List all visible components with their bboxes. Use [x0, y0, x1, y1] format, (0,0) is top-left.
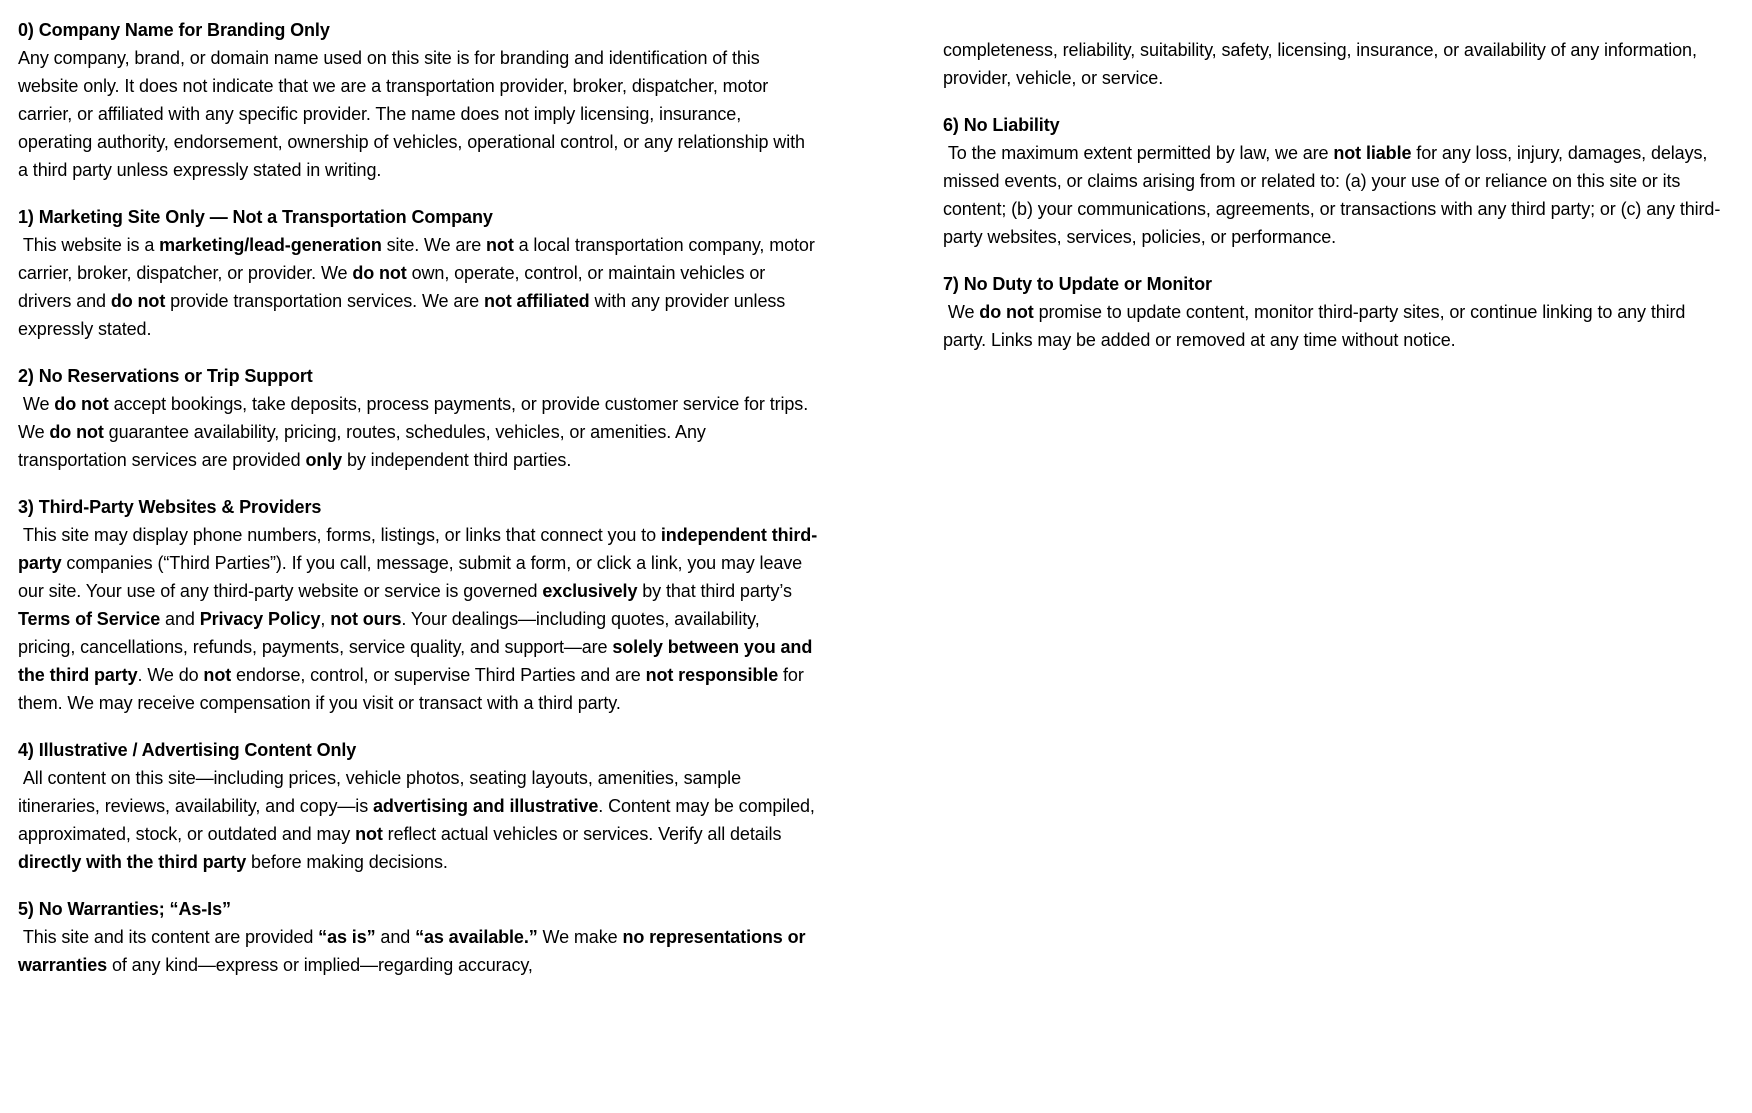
- section-body: To the maximum extent permitted by law, we are not liable for any loss, injury, damages, delays, missed events, or claims arising from or related to: (a) your use of or reliance on this site or its content; (b) your communications, agreements, or transactions with any third party; or (c) any third-party websites, services, policies, or performance.: [943, 143, 1721, 247]
- column-left: [18, 16, 818, 998]
- section-heading: 2) No Reservations or Trip Support: [18, 366, 313, 386]
- section-body: Any company, brand, or domain name used on this site is for branding and identification of this website only. It does not indicate that we are a transportation provider, broker, dispatcher, motor carrier, or affiliated with any specific provider. The name does not imply licensing, insurance, operating authority, endorsement, ownership of vehicles, operational control, or any relationship with a third party unless expressly stated in writing.: [18, 48, 810, 180]
- section-heading: 5) No Warranties; “As-Is”: [18, 899, 231, 919]
- section-heading: 7) No Duty to Update or Monitor: [943, 274, 1212, 294]
- section-body: All content on this site—including prices, vehicle photos, seating layouts, amenities, sample itineraries, reviews, availability, and copy—is advertising and illustrative. Content may be compiled, approximated, stock, or outdated and may not reflect actual vehicles or services. Verify all details directly with the third party before making decisions.: [18, 768, 820, 872]
- section: [18, 16, 818, 184]
- section-body: We do not accept bookings, take deposits, process payments, or provide customer service for trips. We do not guarantee availability, pricing, routes, schedules, vehicles, or amenities. Any transportation services are provided only by independent third parties.: [18, 394, 814, 470]
- section: [18, 895, 818, 979]
- section-heading: 6) No Liability: [943, 115, 1060, 135]
- section: [943, 111, 1729, 251]
- section-heading: 4) Illustrative / Advertising Content Only: [18, 740, 357, 760]
- section-body: This site and its content are provided “as is” and “as available.” We make no representations or warranties of any kind—express or implied—regarding accuracy,: [18, 927, 811, 975]
- section-body: completeness, reliability, suitability, safety, licensing, insurance, or availability of any information, provider, vehicle, or service.: [943, 40, 1702, 88]
- section-heading: 1) Marketing Site Only — Not a Transportation Company: [18, 207, 493, 227]
- section: [18, 362, 818, 474]
- section-body: This site may display phone numbers, forms, listings, or links that connect you to independent third-party companies (“Third Parties”). If you call, message, submit a form, or click a link, you may leave our site. Your use of any third-party website or service is governed exclusively by that third party’s Terms of Service and Privacy Policy, not ours. Your dealings—including quotes, availability, pricing, cancellations, refunds, payments, service quality, and support—are solely between you and the third party. We do not endorse, control, or supervise Third Parties and are not responsible for them. We may receive compensation if you visit or transact with a third party.: [18, 525, 818, 713]
- section-heading: 3) Third-Party Websites & Providers: [18, 497, 322, 517]
- section: [18, 493, 818, 717]
- section: [943, 36, 1729, 92]
- column-right: [943, 36, 1729, 373]
- section: [943, 270, 1729, 354]
- section-body: We do not promise to update content, monitor third-party sites, or continue linking to any third party. Links may be added or removed at any time without notice.: [943, 302, 1691, 350]
- section-body: This website is a marketing/lead-generation site. We are not a local transportation company, motor carrier, broker, dispatcher, or provider. We do not own, operate, control, or maintain vehicles or drivers and do not provide transportation services. We are not affiliated with any provider unless expressly stated.: [18, 235, 820, 339]
- section-heading: 0) Company Name for Branding Only: [18, 20, 330, 40]
- section: [18, 203, 818, 343]
- section: [18, 736, 818, 876]
